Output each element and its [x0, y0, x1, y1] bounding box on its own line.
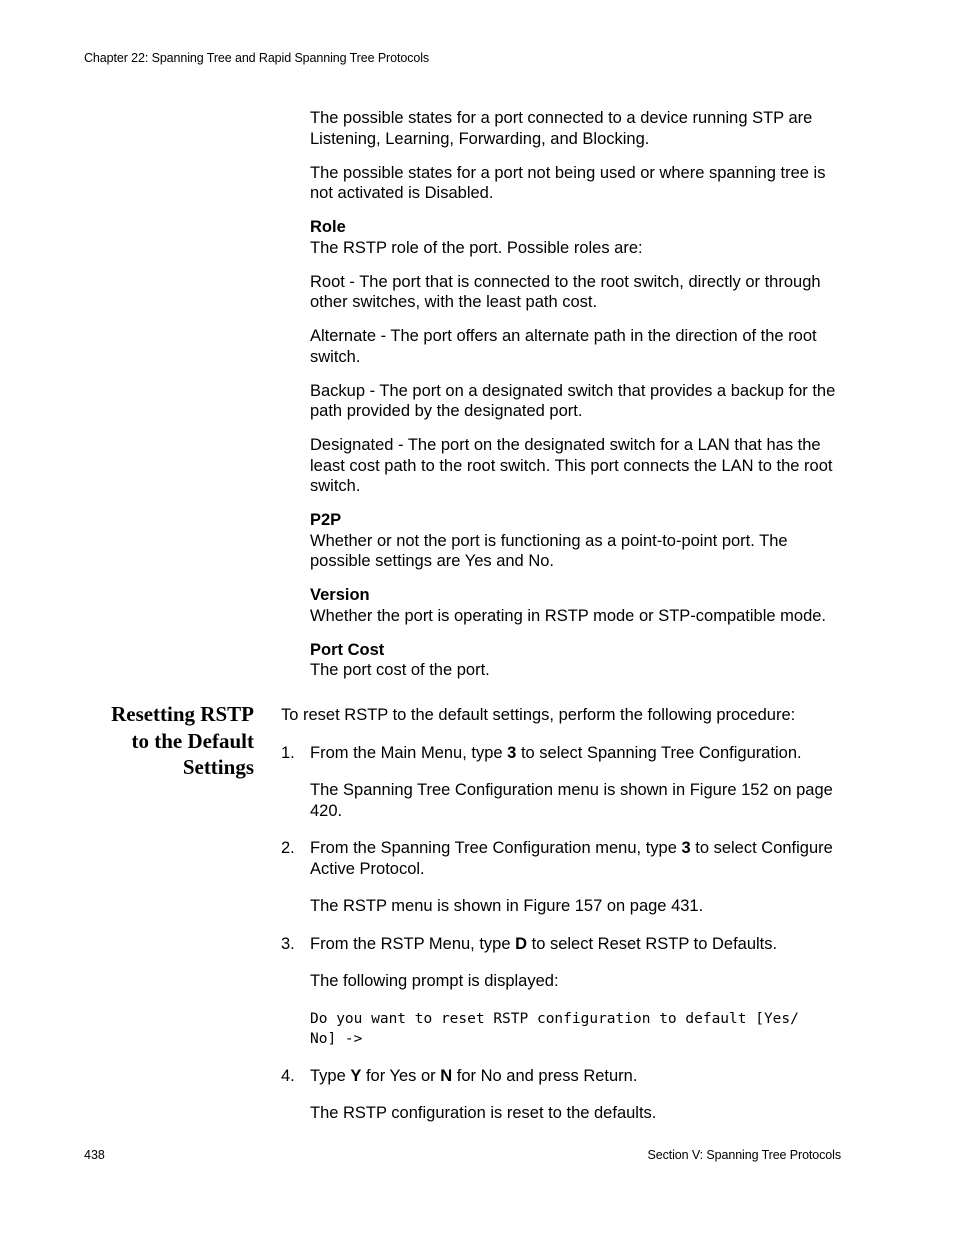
section-heading — [84, 701, 254, 781]
step-4 — [281, 1066, 846, 1087]
port-field-descriptions — [310, 108, 846, 694]
page-number: 438 — [84, 1148, 105, 1162]
step-note: The Spanning Tree Configuration menu is shown in Figure 152 on page 420. — [310, 781, 833, 820]
key-label: 3 — [507, 743, 517, 762]
step-text: From the Main Menu, type 3 to select Spanning Tree Configuration. — [310, 743, 802, 762]
step-number: 1. — [281, 743, 295, 762]
key-label: 3 — [681, 839, 691, 857]
step-text: From the RSTP Menu, type D to select Reset RSTP to Defaults. — [310, 934, 778, 953]
states-paragraph-2: The possible states for a port not being used or where spanning tree is not activated is Disabled. — [310, 163, 826, 202]
role-alternate: Alternate - The port offers an alternate path in the direction of the root switch. — [310, 327, 817, 366]
version-description: Whether the port is operating in RSTP mode or STP-compatible mode. — [310, 606, 827, 625]
step-text: Type Y for Yes or N for No and press Return. — [310, 1066, 638, 1085]
step-note: The RSTP configuration is reset to the defaults. — [310, 1104, 657, 1122]
prompt-code: Do you want to reset RSTP configuration to default [Yes/ No] -> — [310, 1010, 799, 1047]
procedure-intro: To reset RSTP to the default settings, perform the following procedure: — [281, 706, 796, 724]
step-number: 3. — [281, 934, 295, 953]
section-heading-line-3: Settings — [182, 755, 254, 779]
key-label: D — [515, 934, 528, 953]
step-note: The RSTP menu is shown in Figure 157 on page 431. — [310, 897, 704, 915]
role-field — [310, 217, 846, 258]
version-term: Version — [310, 586, 370, 604]
p2p-description: Whether or not the port is functioning as a point-to-point port. The possible settings are Yes and No. — [310, 531, 788, 570]
port-cost-field — [310, 640, 846, 681]
step-number: 2. — [281, 839, 295, 857]
section-heading-line-2: to the Default — [131, 728, 254, 753]
role-description: The RSTP role of the port. Possible roles are: — [310, 238, 643, 257]
step-1 — [281, 743, 846, 764]
role-term: Role — [310, 218, 346, 236]
version-field — [310, 585, 846, 626]
states-paragraph-1: The possible states for a port connected to a device running STP are Listening, Learning, Forwarding, and Blocking. — [310, 109, 813, 148]
role-root: Root - The port that is connected to the root switch, directly or through other switches, with the least path cost. — [310, 272, 821, 311]
reset-procedure — [281, 705, 846, 1124]
step-number: 4. — [281, 1066, 295, 1085]
step-3 — [281, 934, 846, 955]
key-label: N — [440, 1066, 453, 1085]
role-designated: Designated - The port on the designated switch for a LAN that has the least cost path to the root switch. This port connects the LAN to the root switch. — [310, 436, 833, 495]
port-cost-term: Port Cost — [310, 640, 385, 659]
key-label: Y — [350, 1066, 362, 1085]
role-backup: Backup - The port on a designated switch that provides a backup for the path provided by the designated port. — [310, 381, 836, 420]
step-2 — [281, 838, 846, 879]
running-header: Chapter 22: Spanning Tree and Rapid Spanning Tree Protocols — [84, 51, 430, 65]
running-footer: Section V: Spanning Tree Protocols — [647, 1148, 841, 1162]
step-note: The following prompt is displayed: — [310, 972, 559, 990]
section-heading-line-1: Resetting RSTP — [111, 702, 254, 726]
p2p-term: P2P — [310, 511, 342, 529]
port-cost-description: The port cost of the port. — [310, 661, 490, 679]
p2p-field — [310, 510, 846, 572]
step-text: From the Spanning Tree Configuration menu, type 3 to select Configure Active Protocol. — [310, 839, 833, 878]
